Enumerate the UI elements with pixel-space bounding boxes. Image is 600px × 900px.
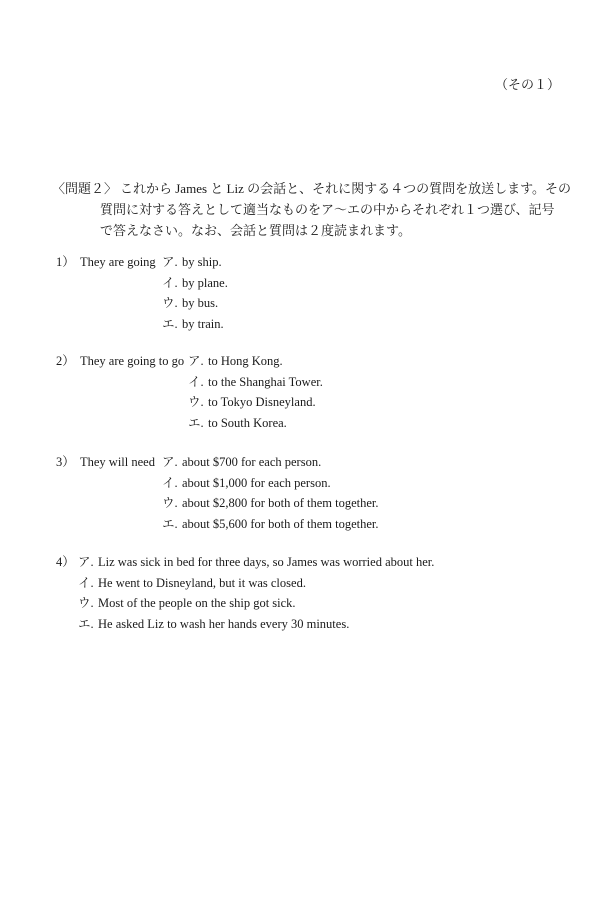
option-text: to the Shanghai Tower. — [208, 374, 323, 389]
option-mark: イ. — [162, 475, 178, 490]
question-number: 2） — [56, 354, 75, 368]
option-mark: エ. — [162, 316, 178, 331]
option-text: about $5,600 for both of them together. — [182, 516, 379, 531]
instruction-line-1 — [52, 178, 572, 199]
option-text: by ship. — [182, 255, 222, 269]
question-number: 4） — [56, 555, 75, 569]
option-mark: イ. — [78, 575, 94, 590]
option-mark: ウ. — [162, 296, 178, 310]
question-stem: They will need — [80, 455, 155, 469]
option-text: about $2,800 for both of them together. — [182, 496, 379, 510]
page-label: （その１） — [494, 77, 560, 92]
option-text: about $700 for each person. — [182, 455, 322, 469]
option-text: about $1,000 for each person. — [182, 475, 331, 490]
option-text: by plane. — [182, 275, 228, 290]
option-mark: ウ. — [188, 395, 204, 409]
instruction-line-3: で答えなさい。なお、会話と質問は２度読まれます。 — [100, 223, 411, 238]
question-number: 3） — [56, 455, 75, 469]
option-mark: エ. — [162, 516, 178, 531]
option-mark: ア. — [162, 455, 178, 469]
problem-instructions — [52, 178, 572, 241]
question-number: 1） — [56, 255, 75, 269]
option-mark: ウ. — [162, 496, 178, 510]
instruction-text-1: これから James と Liz の会話と、それに関する４つの質問を放送します。その — [120, 181, 572, 196]
question-stem: They are going to go — [80, 354, 185, 368]
option-text: He asked Liz to wash her hands every 30 minutes. — [98, 616, 350, 631]
option-mark: ア. — [162, 255, 178, 269]
option-mark: エ. — [78, 616, 94, 631]
option-text: to South Korea. — [208, 415, 287, 430]
instruction-line-2: 質問に対する答えとして適当なものをア～エの中からそれぞれ１つ選び、記号 — [100, 202, 555, 217]
option-text: by train. — [182, 316, 224, 331]
option-mark: イ. — [162, 275, 178, 290]
option-text: Most of the people on the ship got sick. — [98, 596, 296, 610]
option-text: by bus. — [182, 296, 219, 310]
problem-label: 〈問題２〉 — [52, 181, 118, 196]
option-mark: エ. — [188, 415, 204, 430]
question-stem: They are going — [80, 255, 156, 269]
option-mark: ア. — [188, 354, 204, 368]
option-text: to Hong Kong. — [208, 354, 283, 368]
option-text: He went to Disneyland, but it was closed. — [98, 575, 306, 590]
option-mark: ウ. — [78, 596, 94, 610]
option-text: to Tokyo Disneyland. — [208, 395, 316, 409]
option-mark: ア. — [78, 555, 94, 569]
option-text: Liz was sick in bed for three days, so James was worried about her. — [98, 555, 435, 569]
option-mark: イ. — [188, 374, 204, 389]
